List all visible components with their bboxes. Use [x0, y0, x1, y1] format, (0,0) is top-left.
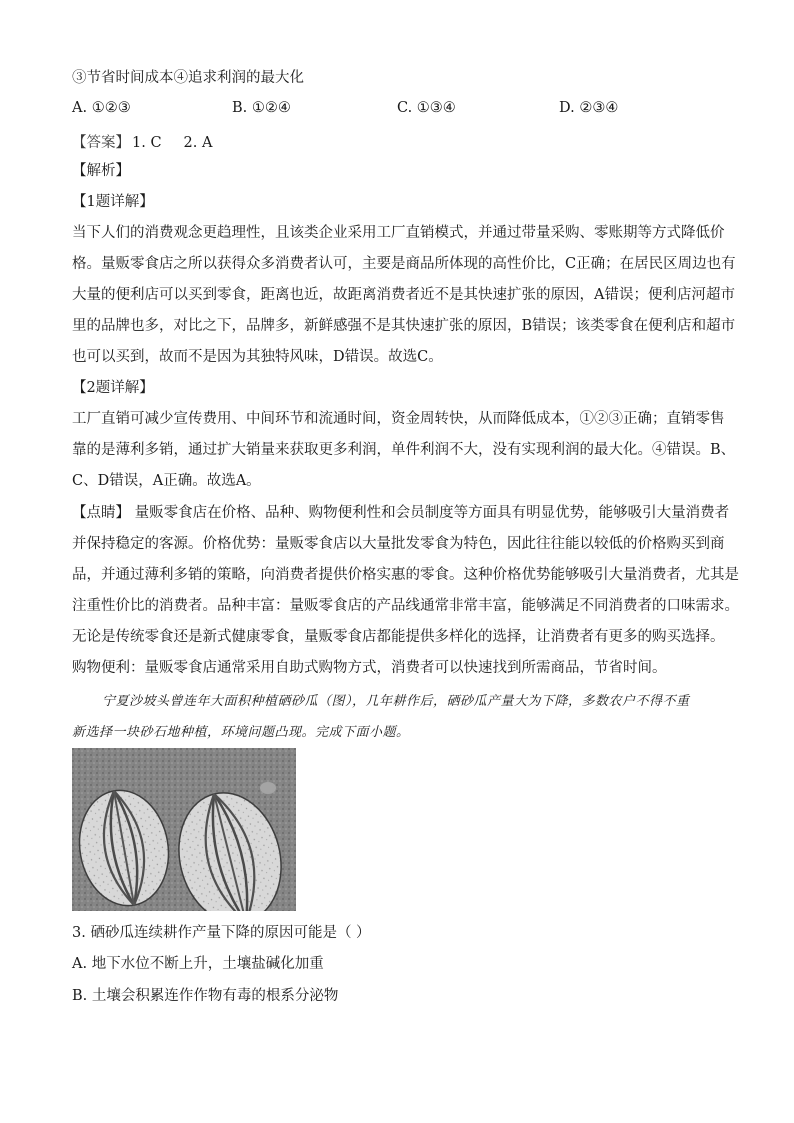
q1-line: 当下人们的消费观念更趋理性，且该类企业采用工厂直销模式，并通过带量采购、零账期等方式降低价: [72, 225, 725, 241]
choice-a: A. ①②③: [72, 100, 131, 116]
choice-c: C. ①③④: [397, 100, 456, 116]
q3-option-b: B. 土壤会积累连作作物有毒的根系分泌物: [72, 988, 339, 1004]
q2-line: 工厂直销可减少宣传费用、中间环节和流通时间，资金周转快，从而降低成本，①②③正确；直销零售: [72, 411, 725, 427]
q3-option-a: A. 地下水位不断上升，土壤盐碱化加重: [72, 956, 324, 972]
analysis-heading: 【解析】: [72, 163, 130, 179]
q2-choices: [72, 100, 732, 120]
q1-line: 格。量贩零食店之所以获得众多消费者认可，主要是商品所体现的高性价比，C正确；在居民区周边也有: [72, 256, 736, 272]
q3-stem: 3. 硒砂瓜连续耕作产量下降的原因可能是（ ）: [72, 925, 371, 941]
q2-line: C、D错误，A正确。故选A。: [72, 473, 261, 489]
choice-d: D. ②③④: [559, 100, 619, 116]
answer-label: 【答案】: [72, 135, 130, 151]
passage-line: 新选择一块砂石地种植，环境问题凸现。完成下面小题。: [72, 725, 410, 740]
q1-detail-heading: 【1题详解】: [72, 194, 154, 210]
q2-line: 靠的是薄利多销，通过扩大销量来获取更多利润，单件利润不大，没有实现利润的最大化。④错误。B、: [72, 442, 736, 458]
q1-line: 也可以买到，故而不是因为其独特风味，D错误。故选C。: [72, 349, 443, 365]
tips-line: 购物便利：量贩零食店通常采用自助式购物方式，消费者可以快速找到所需商品，节省时间。: [72, 660, 667, 676]
passage-line: 宁夏沙坡头曾连年大面积种植硒砂瓜（图），几年耕作后，硒砂瓜产量大为下降，多数农户不得不重: [102, 694, 690, 709]
answer-line: [72, 131, 212, 152]
q1-line: 里的品牌也多，对比之下，品牌多，新鲜感强不是其快速扩张的原因，B错误；该类零食在便利店和超市: [72, 318, 736, 334]
tips-line: 注重性价比的消费者。品种丰富：量贩零食店的产品线通常非常丰富，能够满足不同消费者的口味需求。: [72, 598, 739, 614]
q2-detail-heading: 【2题详解】: [72, 380, 154, 396]
watermelon-photo: [72, 748, 296, 911]
q2-option-line: ③节省时间成本④追求利润的最大化: [72, 70, 304, 86]
tips-line: 【点睛】 量贩零食店在价格、品种、购物便利性和会员制度等方面具有明显优势，能够吸引大量消费者: [72, 505, 730, 521]
tips-line: 无论是传统零食还是新式健康零食，量贩零食店都能提供多样化的选择，让消费者有更多的购买选择。: [72, 629, 725, 645]
tips-line: 品，并通过薄利多销的策略，向消费者提供价格实惠的零食。这种价格优势能够吸引大量消费者，尤其是: [72, 567, 739, 583]
q1-line: 大量的便利店可以买到零食，距离也近，故距离消费者近不是其快速扩张的原因，A错误；便利店河超市: [72, 287, 735, 303]
choice-b: B. ①②④: [232, 100, 291, 116]
answer-2: 2. A: [183, 135, 213, 151]
tips-line: 并保持稳定的客源。价格优势：量贩零食店以大量批发零食为特色，因此往往能以较低的价格购买到商: [72, 536, 725, 552]
answer-1: 1. C: [132, 135, 162, 151]
